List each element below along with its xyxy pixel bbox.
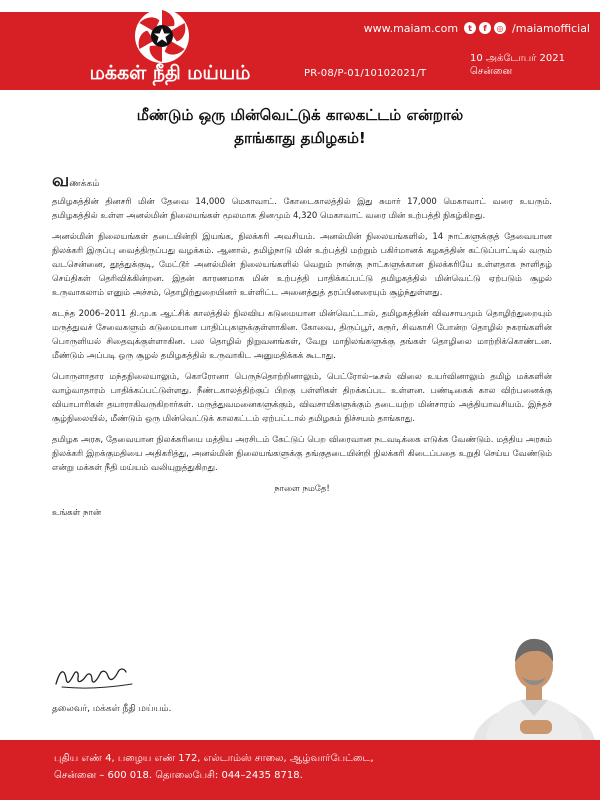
twitter-icon[interactable]: t: [464, 22, 476, 34]
signoff: உங்கள் நான்: [52, 508, 102, 518]
title-line-1: மீண்டும் ஒரு மின்வெட்டுக் காலகட்டம் என்றால்: [136, 106, 464, 124]
website-link[interactable]: www.maiam.com: [363, 21, 459, 35]
social-handle[interactable]: /maiamofficial: [512, 21, 590, 35]
party-logo-icon: [100, 6, 224, 64]
reference-number: PR-08/P-01/10102021/T: [304, 68, 427, 79]
greeting-rest: ணக்கம்: [69, 179, 100, 189]
letterhead-footer: [0, 740, 600, 800]
signer-title: தலைவர், மக்கள் நீதி மய்யம்.: [52, 704, 172, 714]
paragraph-4: பொருளாதார மந்தநிலையாலும், கொரோனா பெருந்தொற்றினாலும், பெட்ரோல்–டீசல் விலை உயர்வினாலும் தமிழ் மக்களின் வாழ்வாதாரம் பாதிக்கப்பட்டுள்ளது. நீண்டகாலத்திற்குப் பிறகு பள்ளிகள் திறக்கப்பட உள்ளன. பண்டிகைக் கால விற்பனைக்கு வியாபாரிகள் தயாராகிவருகிறார்கள். மருத்துவமனைகளுக்கும், விவசாயிகளுக்கும் தடையற்ற மின்சாரம் அத்தியாவசியம். இந்தச் சூழ்நிலையில், மீண்டும் ஒரு மின்வெட்டுக் காலகட்டம் ஏற்பட்டால் தமிழகம் நிச்சயம் தாங்காது.: [52, 372, 552, 424]
release-place: சென்னை: [470, 66, 513, 77]
social-icons: [464, 22, 506, 34]
office-address: [54, 750, 414, 784]
paragraph-1: தமிழகத்தின் தினசரி மின் தேவை 14,000 மெகாவாட். கோடைகாலத்தில் இது சுமார் 17,000 மெகாவாட் வரை உயரும். தமிழகத்தில் உள்ள அனல்மின் நிலையங்கள் மூலமாக தினமும் 4,320 மெகாவாட் வரை மின் உற்பத்தி நிகழ்கிறது.: [52, 197, 552, 221]
title-line-2: தாங்காது தமிழகம்!: [234, 129, 366, 147]
address-line-1: புதிய எண் 4, பழைய எண் 172, எல்டாம்ஸ் சாலை, ஆழ்வார்பேட்டை,: [54, 753, 374, 764]
press-release-body: [52, 170, 552, 520]
paragraph-5: தமிழக அரசு, தேவையான நிலக்கரியை மத்திய அரசிடம் கேட்டுப் பெற விரைவான நடவடிக்கை எடுக்க வேண்டும். மத்திய அரசும் நிலக்கரி இறக்குமதியை அதிகரித்து, அனல்மின் நிலையங்களுக்கு தங்குதடையின்றி நிலக்கரி கிடைப்பதை உறுதி செய்ய வேண்டும் என்று மக்கள் நீதி மய்யம் வலியுறுத்துகிறது.: [52, 435, 552, 473]
press-release-title: [60, 104, 540, 150]
brand-name: மக்கள் நீதி மய்யம்: [89, 62, 251, 84]
closing-slogan: நாளை நமதே!: [274, 484, 330, 494]
release-date: 10 அக்டோபர் 2021: [470, 53, 565, 64]
address-line-2: சென்னை – 600 018. தொலைபேசி: 044–2435 8718.: [54, 770, 303, 781]
paragraph-3: கடந்த 2006–2011 தி.மு.க ஆட்சிக் காலத்தில் நிலவிய கடுமையான மின்வெட்டால், தமிழகத்தின் விவசாயமும் தொழிற்துறையும் மருத்துவச் சேவைகளும் கடுமையான பாதிப்புகளுக்குள்ளாகின. கோவை, திருப்பூர், கரூர், சிவகாசி போன்ற தொழில் நகரங்களின் பொருளியல் சிதைவுக்குள்ளாகின. பல தொழில் நிறுவனங்கள், வேறு மாநிலங்களுக்கு தங்கள் தொழிலை மாற்றிக்கொண்டன. மீண்டும் அப்படி ஒரு சூழல் தமிழகத்தில் உருவாகிட அனுமதிக்கக் கூடாது.: [52, 309, 552, 361]
paragraph-2: அனல்மின் நிலையங்கள் தடையின்றி இயங்க, நிலக்கரி அவசியம். அனல்மின் நிலையங்களில், 14 நாட்களுக்குத் தேவையான நிலக்கரி இருப்பு வைத்திருப்பது வழக்கம். ஆனால், தமிழ்நாடு மின் உற்பத்தி மற்றும் பகிர்மானக் கழகத்தின் கட்டுப்பாட்டில் வரும் வடசென்னை, தூத்துக்குடி, மேட்டூர் அனல்மின் நிலையங்களில் வெறும் நான்கு நாட்களுக்கான நிலக்கரியே உள்ளதாக நாளிதழ் செய்திகள் தெரிவிக்கின்றன. இதன் காரணமாக மின் உற்பத்தி பாதிக்கப்பட்டு தமிழகத்தில் மின்வெட்டு ஏற்படும் சூழல் உருவாகலாம் எனும் அச்சம், தொழிற்துறையினர் உள்ளிட்ட அனைத்துத் தரப்பினரையும் சூழ்ந்துள்ளது.: [52, 232, 552, 298]
date-block: [470, 52, 594, 78]
instagram-icon[interactable]: ◎: [494, 22, 506, 34]
web-contact-row: [340, 18, 590, 38]
greeting-initial: வ: [52, 170, 70, 191]
greeting: [52, 170, 552, 191]
handwritten-signature-icon: [52, 660, 142, 694]
letterhead-header: [0, 0, 600, 90]
facebook-icon[interactable]: f: [479, 22, 491, 34]
leader-portrait-image: [470, 620, 598, 750]
